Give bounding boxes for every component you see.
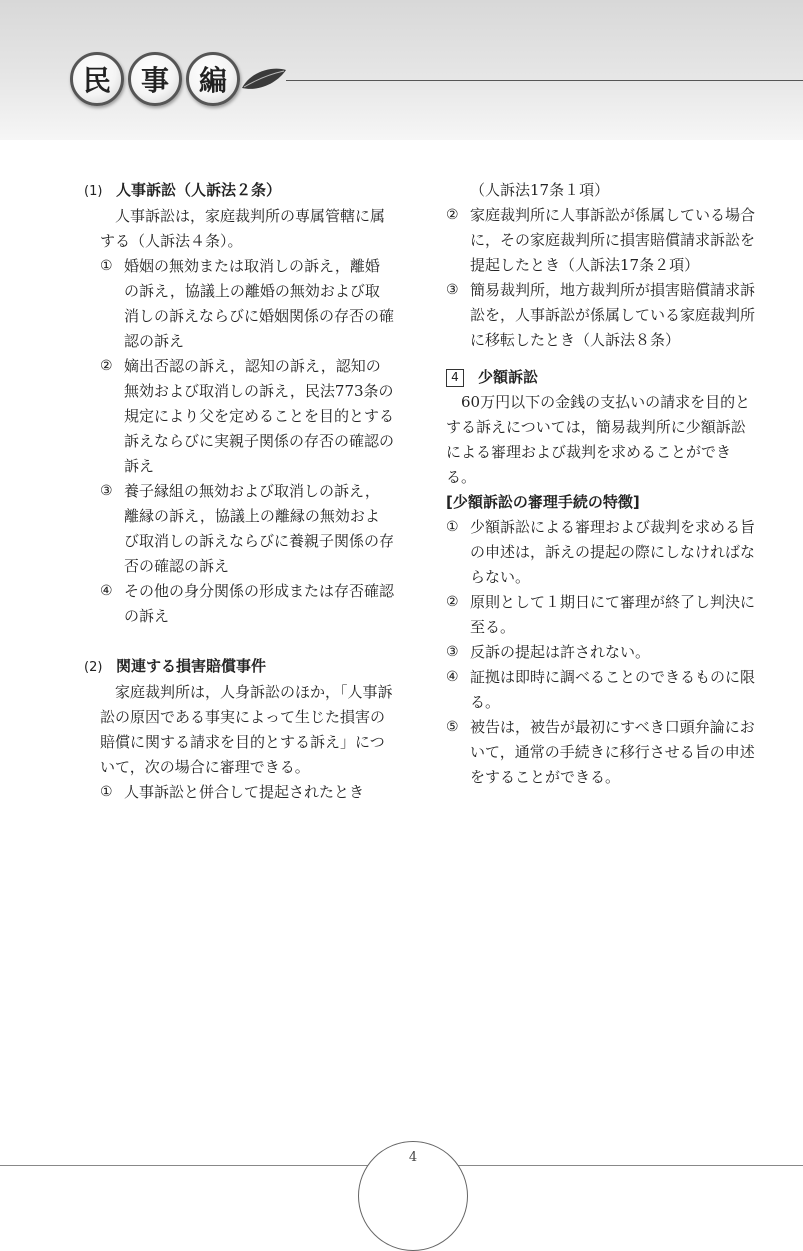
list-item bbox=[100, 254, 394, 354]
list-item bbox=[446, 640, 756, 665]
list-item bbox=[446, 203, 756, 278]
list-item-text: 嫡出否認の訴え，認知の訴え，認知の無効および取消しの訴え，民法773条の規定により父を定めることを目的とする訴えならびに実親子関係の存否の確認の訴え bbox=[124, 357, 395, 475]
list-item bbox=[100, 479, 394, 579]
badge-hen: 編 bbox=[186, 52, 240, 106]
badge-ji: 事 bbox=[128, 52, 182, 106]
list-item-text: 被告は，被告が最初にすべき口頭弁論において，通常の手続きに移行させる旨の申述をすることができる。 bbox=[470, 718, 755, 786]
list-item-text: 反訴の提起は許されない。 bbox=[470, 643, 651, 661]
section-4-intro: 60万円以下の金銭の支払いの請求を目的とする訴えについては，簡易裁判所に少額訴訟による審理および裁判を求めることができる。 bbox=[446, 393, 751, 486]
list-marker: ① bbox=[100, 784, 113, 800]
list-marker: ⑤ bbox=[446, 719, 459, 735]
list-item bbox=[446, 715, 756, 790]
list-item-text: 証拠は即時に調べることのできるものに限る。 bbox=[470, 668, 756, 711]
list-item bbox=[100, 579, 394, 629]
list-item-text: 簡易裁判所，地方裁判所が損害賠償請求訴訟を，人事訴訟が係属している家庭裁判所に移転したとき（人訴法８条） bbox=[470, 281, 756, 349]
list-item bbox=[446, 590, 756, 640]
list-item bbox=[446, 515, 756, 590]
list-marker: ③ bbox=[100, 483, 113, 499]
section-number-box: 4 bbox=[446, 369, 464, 387]
list-item bbox=[446, 278, 756, 353]
list-item-text: 家庭裁判所に人事訴訟が係属している場合に，その家庭裁判所に損害賠償請求訴訟を提起したとき（人訴法17条２項） bbox=[470, 206, 756, 274]
section-1-heading bbox=[84, 178, 394, 204]
section-1-intro: 人事訴訟は，家庭裁判所の専属管轄に属する（人訴法４条）。 bbox=[100, 207, 386, 250]
section-number: (2) bbox=[84, 660, 103, 675]
list-item-text: 少額訴訟による審理および裁判を求める旨の申述は，訴えの提起の際にしなければならない。 bbox=[470, 518, 756, 586]
list-marker: ④ bbox=[446, 669, 459, 685]
list-item bbox=[100, 780, 394, 805]
list-item-text: 養子縁組の無効および取消しの訴え，離縁の訴え，協議上の離縁の無効および取消しの訴えならびに養親子関係の存否の確認の訴え bbox=[124, 482, 395, 575]
section-4-heading bbox=[446, 365, 756, 390]
leaf-icon bbox=[240, 66, 288, 92]
list-item-text: 人事訴訟と併合して提起されたとき bbox=[124, 783, 365, 801]
list-marker: ④ bbox=[100, 583, 113, 599]
header-rule bbox=[286, 80, 803, 81]
continuation-text: （人訴法17条１項） bbox=[470, 181, 610, 199]
list-marker: ② bbox=[446, 594, 459, 610]
list-item-text: その他の身分関係の形成または存否確認の訴え bbox=[124, 582, 395, 625]
list-marker: ③ bbox=[446, 282, 459, 298]
list-marker: ② bbox=[446, 207, 459, 223]
subsection-heading: [少額訴訟の審理手続の特徴] bbox=[446, 493, 640, 511]
section-number: (1) bbox=[84, 184, 103, 199]
section-title: 少額訴訟 bbox=[478, 368, 539, 386]
section-title: 関連する損害賠償事件 bbox=[116, 657, 267, 675]
section-badges bbox=[70, 52, 240, 106]
left-column bbox=[84, 178, 394, 805]
page-number: 4 bbox=[408, 1150, 418, 1165]
list-marker: ① bbox=[100, 258, 113, 274]
list-item-text: 原則として１期日にて審理が終了し判決に至る。 bbox=[470, 593, 756, 636]
list-item bbox=[100, 354, 394, 479]
section-2-intro: 家庭裁判所は，人身訴訟のほか，「人事訴訟の原因である事実によって生じた損害の賠償に関する請求を目的とする訴え」について，次の場合に審理できる。 bbox=[100, 683, 393, 776]
section-2-heading bbox=[84, 654, 394, 680]
list-marker: ② bbox=[100, 358, 113, 374]
list-item bbox=[446, 665, 756, 715]
list-marker: ③ bbox=[446, 644, 459, 660]
section-title: 人事訴訟（人訴法２条） bbox=[116, 181, 282, 199]
badge-min: 民 bbox=[70, 52, 124, 106]
list-marker: ① bbox=[446, 519, 459, 535]
list-item-text: 婚姻の無効または取消しの訴え，離婚の訴え，協議上の離婚の無効および取消しの訴えならびに婚姻関係の存否の確認の訴え bbox=[124, 257, 395, 350]
right-column bbox=[446, 178, 756, 790]
